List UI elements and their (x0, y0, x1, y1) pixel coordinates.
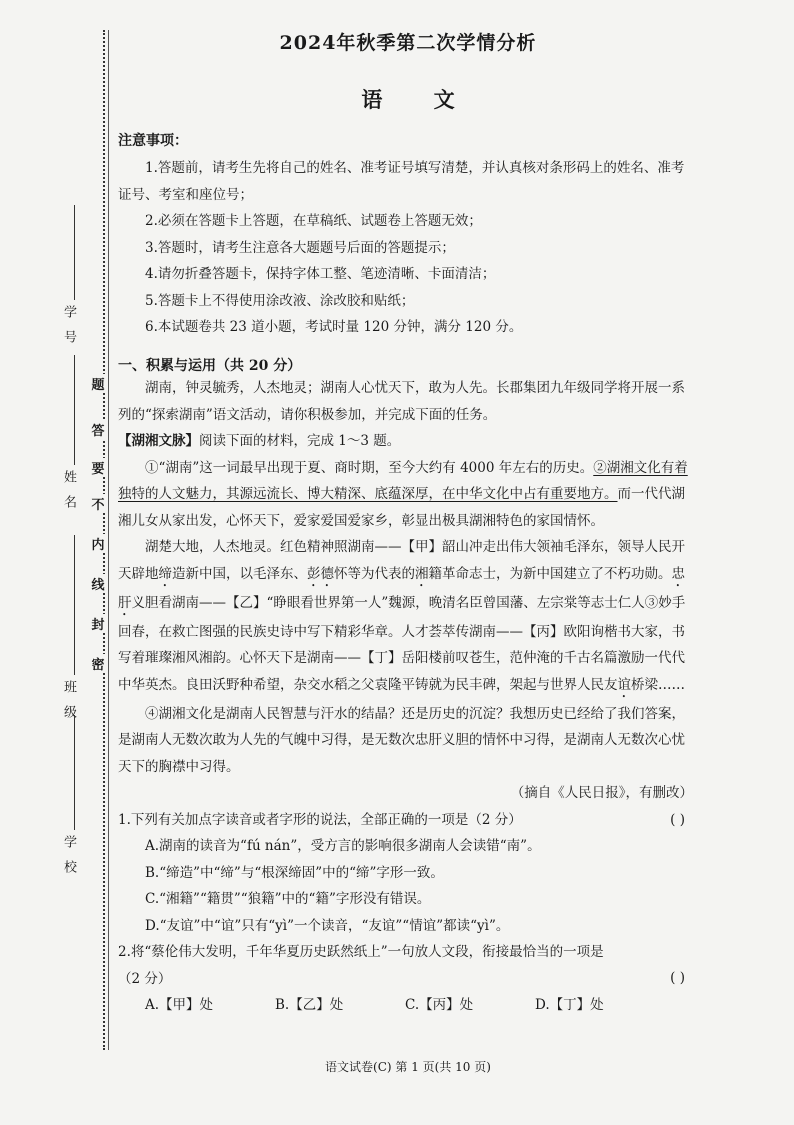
question-1 (118, 807, 693, 834)
seal-char: 不 (88, 494, 108, 513)
dotted-char: 彭德 (307, 565, 334, 582)
question-stem: 2.将“蔡伦伟大发明，千年华夏历史跃然纸上”一句放人文段，衔接最恰当的一项是（2 分） (118, 944, 604, 987)
section-body (118, 375, 693, 1019)
name-label: 姓 名 (61, 470, 76, 513)
notice-item: 1.答题前，请考生先将自己的姓名、准考证号填写清楚，并认真核对条形码上的姓名、准考证号、考室和座位号； (118, 160, 685, 203)
source-note: （摘自《人民日报》，有删改） (510, 785, 693, 801)
class-label: 班 级 (61, 680, 76, 723)
seal-char: 答 (88, 420, 108, 439)
option-c: C.【丙】处 (405, 997, 474, 1013)
binding-solid-line (108, 30, 109, 1050)
option-b: B.“缔造”中“缔”与“根深缔固”中的“缔”字形一致。 (145, 864, 444, 881)
section-heading: 一、积累与运用（共 20 分） (118, 358, 302, 374)
sentence-2: ②湖湘文化有着独特的人文魅力，其源远流长、博大精深、底蕴深厚，在中华文化中占有重要地方。 (118, 459, 688, 502)
intro-paragraph: 湖南，钟灵毓秀，人杰地灵；湖南人心忧天下，敢为人先。长郡集团九年级同学将开展一系列的“探索湖南”语文活动，请你积极参加，并完成下面的任务。 (118, 380, 685, 423)
sentence-1: ①“湖南”这一词最早出现于夏、商时期，至今大约有 4000 年左右的历史。 (145, 459, 594, 476)
notice-heading: 注意事项： (118, 133, 188, 149)
p2-text: 湖楚大地，人杰地灵。红色精神照湖南——【甲】韶山冲走出伟大领袖毛泽东，领导人民开天辟地 (118, 539, 685, 582)
option-d: D.“友谊”中“谊”只有“yì”一个读音，“友谊”“情谊”都读“yì”。 (145, 917, 510, 934)
notice-item: 4.请勿折叠答题卡，保持字体工整、笔迹清晰、卡面清洁； (145, 266, 496, 282)
student-id-label: 学 号 (61, 305, 76, 348)
answer-blank[interactable]: ( ) (670, 970, 685, 986)
seal-char: 密 (88, 654, 108, 673)
seal-char: 封 (88, 614, 108, 633)
name-line[interactable] (74, 355, 75, 465)
school-line[interactable] (74, 715, 75, 830)
p2-text: 籍革命志士，为新中国建立了不朽功勋。 (428, 565, 672, 582)
task-text: 阅读下面的材料，完成 1～3 题。 (199, 433, 401, 449)
task-line (118, 428, 693, 455)
answer-blank[interactable]: ( ) (670, 811, 685, 828)
option-a: A.湖南的读音为“fú nán”，受方言的影响很多湖南人会读错“南”。 (145, 838, 541, 854)
dotted-char: 忠肝 (118, 565, 685, 611)
seal-char: 要 (88, 458, 108, 477)
subject-title: 语 文 (361, 87, 477, 112)
exam-title: 2024年秋季第二次学情分析 (279, 32, 537, 54)
p2-text: 义胆看湖南——【乙】“睁眼看世界第一人”魏源，晚清名臣曾国藩、左宗棠等志士仁人③妙手回春，在救亡图强的民族史诗中写下精彩华章。人才荟萃传湖南——【丙】欧阳询楷书大家，书写着璀璨湘风湘韵。心怀天下是湖南——【丁】岳阳楼前叹苍生，范仲淹的千古名篇激励一代代中华英杰。良田沃野种希望，杂交水稻之父袁隆平铸就为民丰碑，架起与世界人民友 (118, 594, 686, 693)
question-2 (118, 939, 693, 992)
sentence-3: 而一代代湖湘儿女从家出发，心怀天下，爱家爱国爱家乡，彰显出极具湖湘特色的家国情怀。 (118, 486, 685, 529)
dotted-char: 谊 (617, 676, 631, 693)
question-stem: 1.下列有关加点字读音或者字形的说法，全部正确的一项是（2 分） (118, 811, 522, 828)
dotted-char: 缔 (158, 565, 172, 582)
option-a: A.【甲】处 (145, 997, 214, 1013)
paragraph-1 (118, 455, 693, 535)
p2-text: 造新中国，以毛泽东、 (172, 565, 307, 582)
paragraph-3: ④湖湘文化是湖南人民智慧与汗水的结晶？还是历史的沉淀？我想历史已经给了我们答案，是湖南人无数次敢为人先的气魄中习得，是无数次忠肝义胆的情怀中习得，是湖南人无数次心忧天下的胸襟中习得。 (118, 705, 685, 775)
seal-char: 内 (88, 534, 108, 553)
notice-item: 5.答题卡上不得使用涂改液、涂改胶和贴纸； (145, 292, 415, 309)
notice-list (118, 155, 693, 341)
notice-item: 3.答题时，请考生注意各大题题号后面的答题提示； (145, 239, 455, 256)
page-footer: 语文试卷(C) 第 1 页(共 10 页) (325, 1060, 491, 1074)
seal-char: 题 (88, 374, 108, 393)
student-id-line[interactable] (74, 205, 75, 300)
task-label: 【湖湘文脉】 (118, 433, 199, 449)
p2-text: 桥梁…… (631, 676, 685, 693)
seal-char: 线 (88, 574, 108, 593)
paragraph-2 (118, 534, 693, 701)
school-label: 学 校 (61, 835, 76, 878)
q2-options (118, 992, 693, 1019)
notice-item: 2.必须在答题卡上答题，在草稿纸、试题卷上答题无效； (145, 213, 482, 229)
class-line[interactable] (74, 535, 75, 675)
option-c: C.“湘籍”“籍贯”“狼籍”中的“籍”字形没有错误。 (145, 891, 431, 907)
option-d: D.【丁】处 (535, 997, 604, 1013)
p2-text: 怀等为代表的 (334, 565, 415, 582)
option-b: B.【乙】处 (275, 997, 344, 1013)
dotted-char: 湘 (415, 565, 429, 582)
notice-item: 6.本试题卷共 23 道小题，考试时量 120 分钟，满分 120 分。 (145, 319, 523, 335)
